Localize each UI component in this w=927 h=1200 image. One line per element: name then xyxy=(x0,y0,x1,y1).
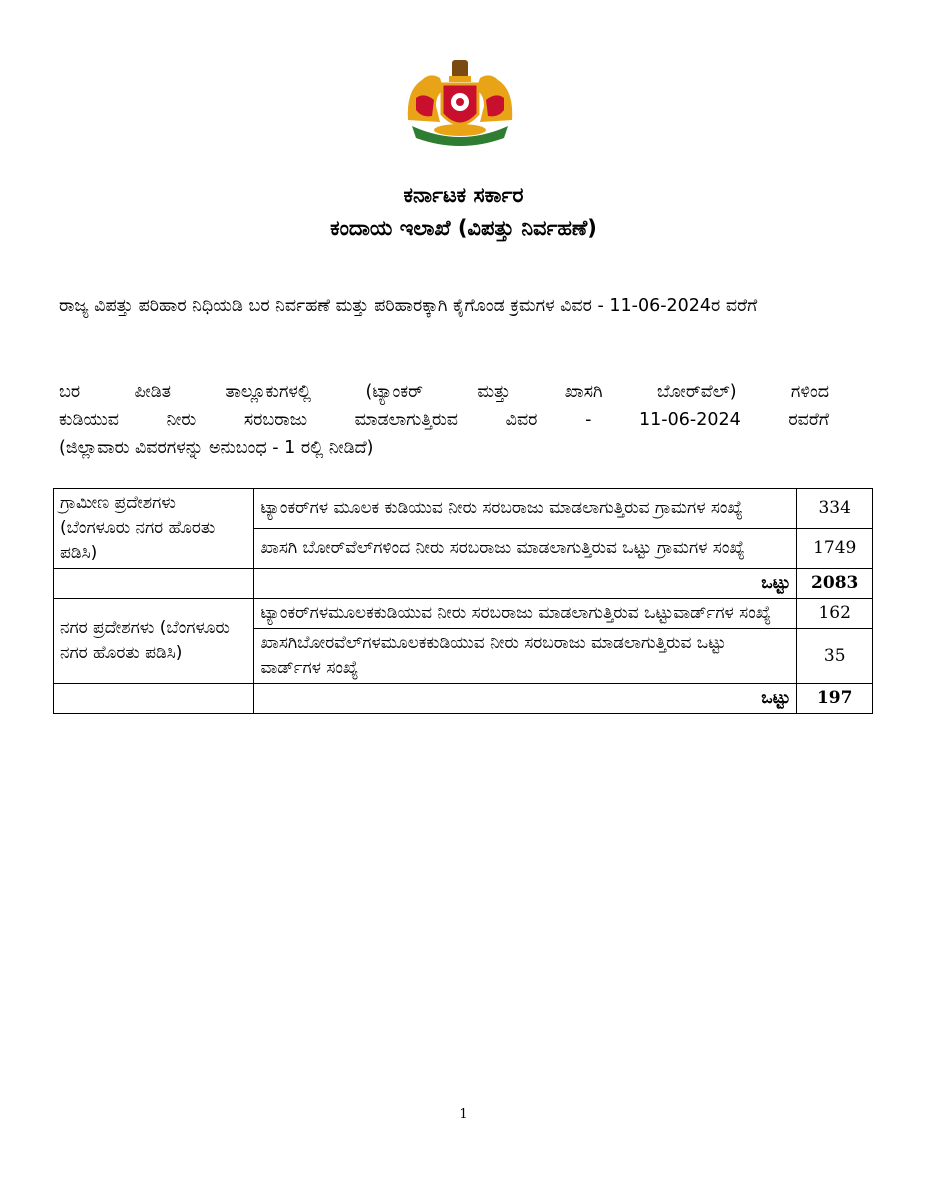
total-row xyxy=(54,684,873,714)
empty-cell xyxy=(54,569,254,599)
table-row xyxy=(54,599,873,629)
total-label: ಒಟ್ಟು xyxy=(254,684,797,714)
water-supply-table xyxy=(53,488,873,714)
total-value: 2083 xyxy=(797,569,873,599)
page-title: ಕರ್ನಾಟಕ ಸರ್ಕಾರ xyxy=(403,183,524,207)
description-cell: ಖಾಸಗಿ ಬೋರ್‌ವೆಲ್‌ಗಳಿಂದ ನೀರು ಸರಬರಾಜು ಮಾಡಲಾಗುತ್ತಿರುವ ಒಟ್ಟು ಗ್ರಾಮಗಳ ಸಂಖ್ಯೆ xyxy=(254,529,797,569)
section-paragraph xyxy=(59,378,829,462)
rural-category-cell: ಗ್ರಾಮೀಣ ಪ್ರದೇಶಗಳು (ಬೆಂಗಳೂರು ನಗರ ಹೊರತು ಪಡಿಸಿ) xyxy=(54,489,254,569)
section-line: ಬರ ಪೀಡಿತ ತಾಲ್ಲೂಕುಗಳಲ್ಲಿ (ಟ್ಯಾಂಕರ್ ಮತ್ತು ಖಾಸಗಿ ಬೋರ್‌ವೆಲ್) ಗಳಿಂದ xyxy=(59,382,829,402)
page-number: 1 xyxy=(459,1107,468,1122)
table-row xyxy=(54,489,873,529)
urban-category-cell: ನಗರ ಪ್ರದೇಶಗಳು (ಬೆಂಗಳೂರು ನಗರ ಹೊರತು ಪಡಿಸಿ) xyxy=(54,599,254,684)
department-title: ಕಂದಾಯ ಇಲಾಖೆ (ವಿಪತ್ತು ನಿರ್ವಹಣೆ) xyxy=(330,216,597,240)
karnataka-emblem-icon xyxy=(400,50,520,148)
value-cell: 334 xyxy=(797,489,873,529)
total-row xyxy=(54,569,873,599)
description-cell: ಟ್ಯಾಂಕರ್‌ಗಳಮೂಲಕಕುಡಿಯುವ ನೀರು ಸರಬರಾಜು ಮಾಡಲಾಗುತ್ತಿರುವ ಒಟ್ಟುವಾರ್ಡ್‌ಗಳ ಸಂಖ್ಯೆ xyxy=(254,599,797,629)
description-cell: ಟ್ಯಾಂಕರ್‌ಗಳ ಮೂಲಕ ಕುಡಿಯುವ ನೀರು ಸರಬರಾಜು ಮಾಡಲಾಗುತ್ತಿರುವ ಗ್ರಾಮಗಳ ಸಂಖ್ಯೆ xyxy=(254,489,797,529)
section-line: (ಜಿಲ್ಲಾವಾರು ವಿವರಗಳನ್ನು ಅನುಬಂಧ - 1 ರಲ್ಲಿ ನೀಡಿದೆ) xyxy=(59,438,374,458)
value-cell: 162 xyxy=(797,599,873,629)
intro-paragraph: ರಾಜ್ಯ ವಿಪತ್ತು ಪರಿಹಾರ ನಿಧಿಯಡಿ ಬರ ನಿರ್ವಹಣೆ ಮತ್ತು ಪರಿಹಾರಕ್ಕಾಗಿ ಕೈಗೊಂಡ ಕ್ರಮಗಳ ವಿವರ - 11-06-2024ರ ವರೆಗೆ xyxy=(59,296,758,316)
description-cell: ಖಾಸಗಿಬೋರವೆಲ್‌ಗಳಮೂಲಕಕುಡಿಯುವ ನೀರು ಸರಬರಾಜು ಮಾಡಲಾಗುತ್ತಿರುವ ಒಟ್ಟು ವಾರ್ಡ್‌ಗಳ ಸಂಖ್ಯೆ xyxy=(254,629,797,684)
total-label: ಒಟ್ಟು xyxy=(254,569,797,599)
section-line: ಕುಡಿಯುವ ನೀರು ಸರಬರಾಜು ಮಾಡಲಾಗುತ್ತಿರುವ ವಿವರ - 11-06-2024 ರವರೆಗೆ xyxy=(59,410,829,430)
total-value: 197 xyxy=(797,684,873,714)
value-cell: 35 xyxy=(797,629,873,684)
value-cell: 1749 xyxy=(797,529,873,569)
empty-cell xyxy=(54,684,254,714)
